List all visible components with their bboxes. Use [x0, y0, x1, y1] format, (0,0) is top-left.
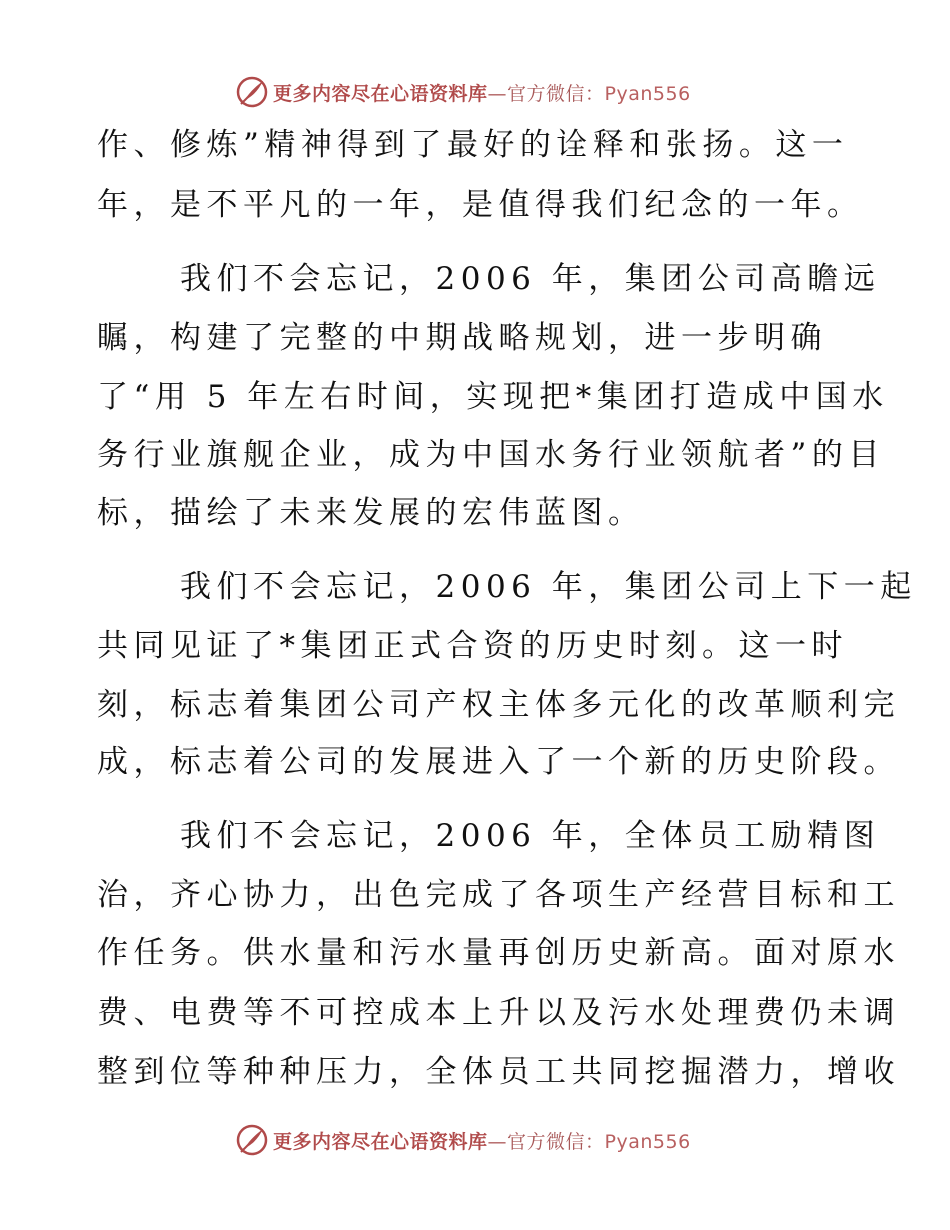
watermark-wechat-id: Pyan556	[604, 82, 691, 105]
watermark-separator: —	[487, 1130, 508, 1153]
text-line: 整到位等种种压力，全体员工共同挖掘潜力，增收	[97, 1054, 900, 1090]
feather-circle-logo-icon	[235, 75, 269, 109]
feather-circle-logo-icon	[235, 1123, 269, 1157]
text-line: 治，齐心协力，出色完成了各项生产经营目标和工	[97, 877, 900, 913]
watermark-separator: —	[487, 82, 508, 105]
text-line: 刻，标志着集团公司产权主体多元化的改革顺利完	[97, 687, 900, 723]
paragraph-start-line: 我们不会忘记，2006 年，全体员工励精图	[180, 818, 881, 854]
header-watermark	[235, 72, 691, 112]
footer-watermark	[235, 1120, 691, 1160]
text-line: 作任务。供水量和污水量再创历史新高。面对原水	[97, 935, 900, 971]
watermark-main-text: 更多内容尽在心语资料库	[273, 82, 488, 105]
watermark-main-text: 更多内容尽在心语资料库	[273, 1130, 488, 1153]
watermark-wechat-label: 官方微信：	[507, 82, 605, 105]
text-line: 了“用 5 年左右时间，实现把*集团打造成中国水	[97, 379, 889, 415]
text-line: 年，是不平凡的一年，是值得我们纪念的一年。	[97, 187, 864, 223]
text-line: 标，描绘了未来发展的宏伟蓝图。	[97, 495, 645, 531]
text-line: 瞩，构建了完整的中期战略规划，进一步明确	[97, 320, 827, 356]
text-line: 费、电费等不可控成本上升以及污水处理费仍未调	[97, 995, 900, 1031]
paragraph-start-line: 我们不会忘记，2006 年，集团公司上下一起	[180, 569, 917, 605]
text-line: 作、修炼”精神得到了最好的诠释和张扬。这一	[97, 127, 849, 163]
watermark-wechat-label: 官方微信：	[507, 1130, 605, 1153]
paragraph-start-line: 我们不会忘记，2006 年，集团公司高瞻远	[180, 261, 881, 297]
watermark-wechat-id: Pyan556	[604, 1130, 691, 1153]
text-line: 务行业旗舰企业，成为中国水务行业领航者”的目	[97, 437, 885, 473]
text-line: 共同见证了*集团正式合资的历史时刻。这一时	[97, 628, 848, 664]
text-line: 成，标志着公司的发展进入了一个新的历史阶段。	[97, 744, 900, 780]
